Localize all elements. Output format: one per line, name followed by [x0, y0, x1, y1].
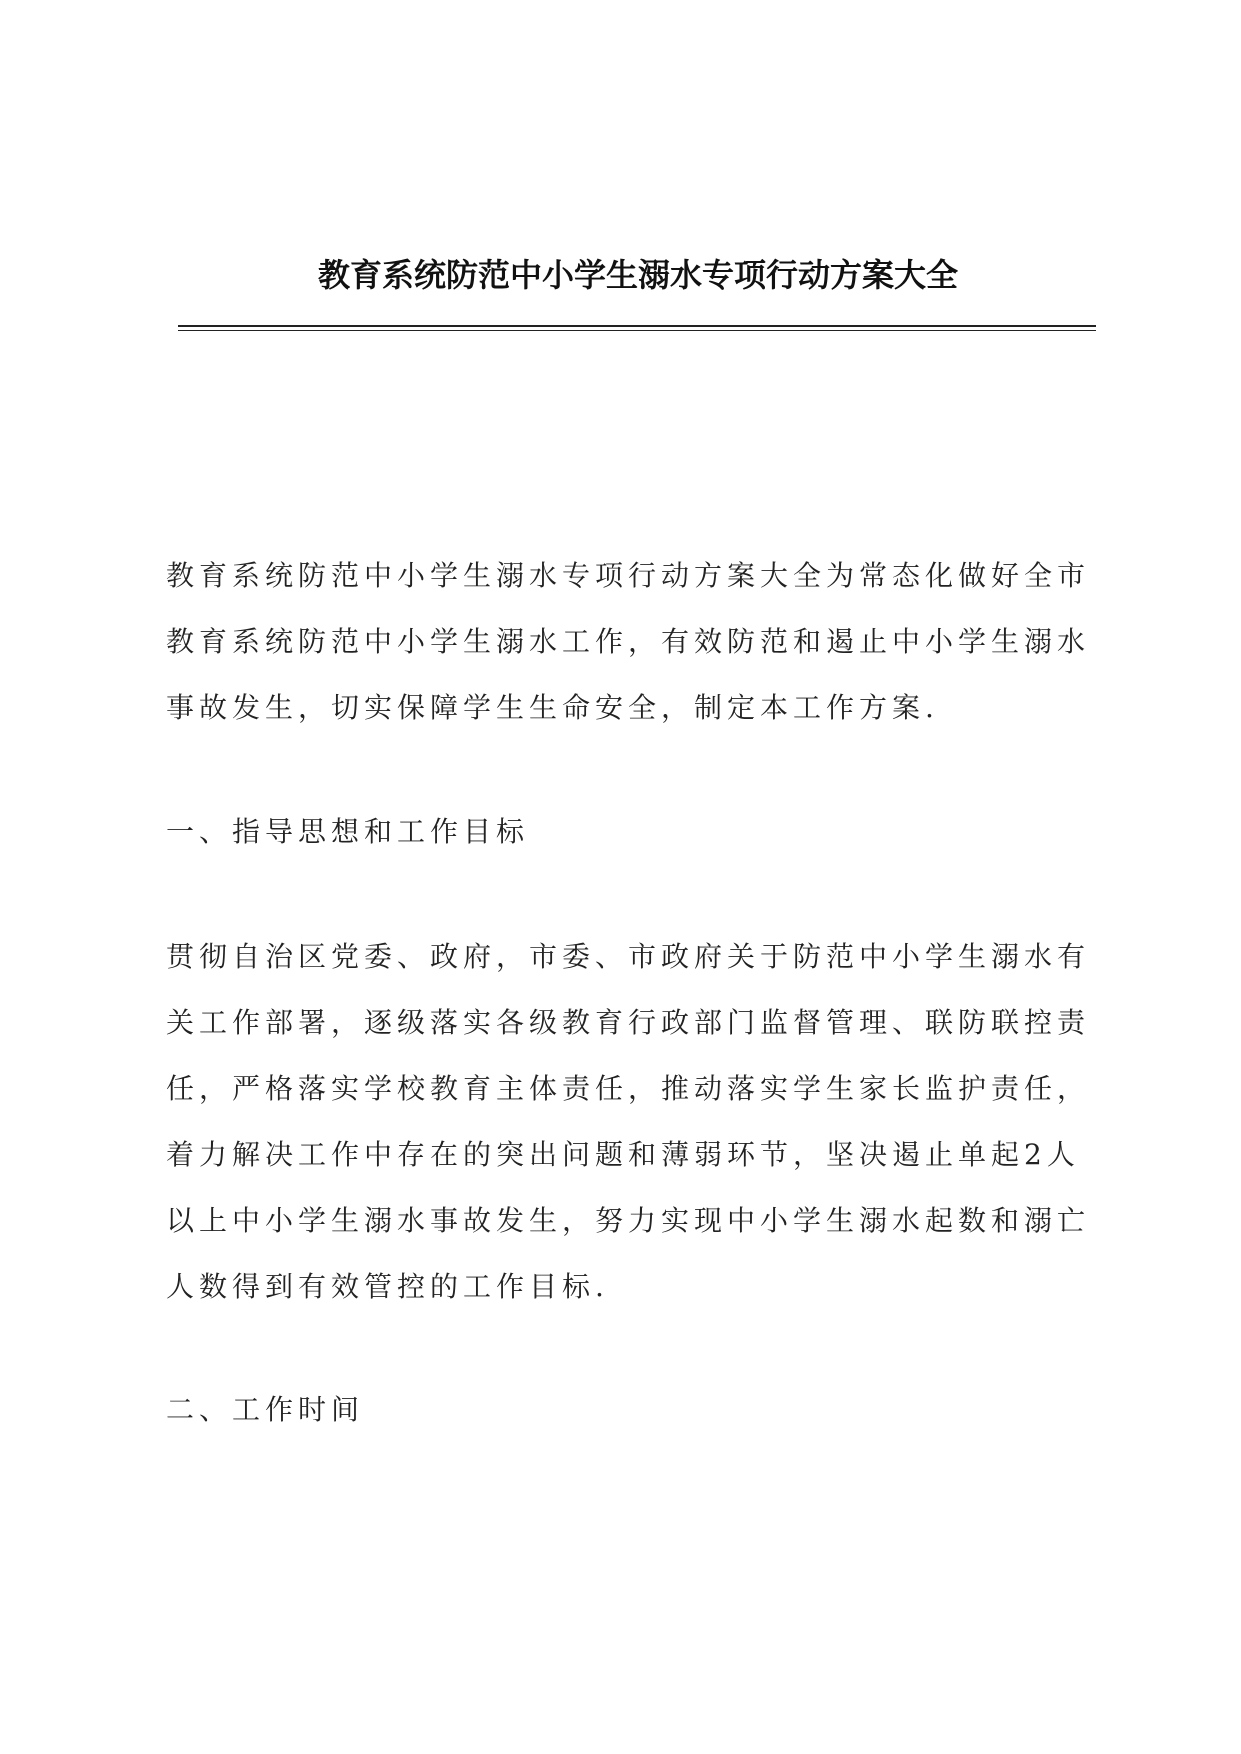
section-heading-guiding-ideology: 一、指导思想和工作目标: [166, 815, 530, 848]
document-title: 教育系统防范中小学生溺水专项行动方案大全: [317, 256, 958, 294]
section-body-guiding-ideology: 贯彻自治区党委、政府，市委、市政府关于防范中小学生溺水有关工作部署，逐级落实各级教育行政部门监督管理、联防联控责任，严格落实学校教育主体责任，推动落实学生家长监护责任，着力解决工作中存在的突出问题和薄弱环节，坚决遏止单起2人以上中小学生溺水事故发生，努力实现中小学生溺水起数和溺亡人数得到有效管控的工作目标.: [166, 940, 1091, 1303]
section-heading-work-time: 二、工作时间: [166, 1393, 365, 1426]
title-double-rule: [178, 325, 1096, 331]
intro-paragraph: 教育系统防范中小学生溺水专项行动方案大全为常态化做好全市教育系统防范中小学生溺水工作，有效防范和遏止中小学生溺水事故发生，切实保障学生生命安全，制定本工作方案.: [166, 559, 1091, 724]
